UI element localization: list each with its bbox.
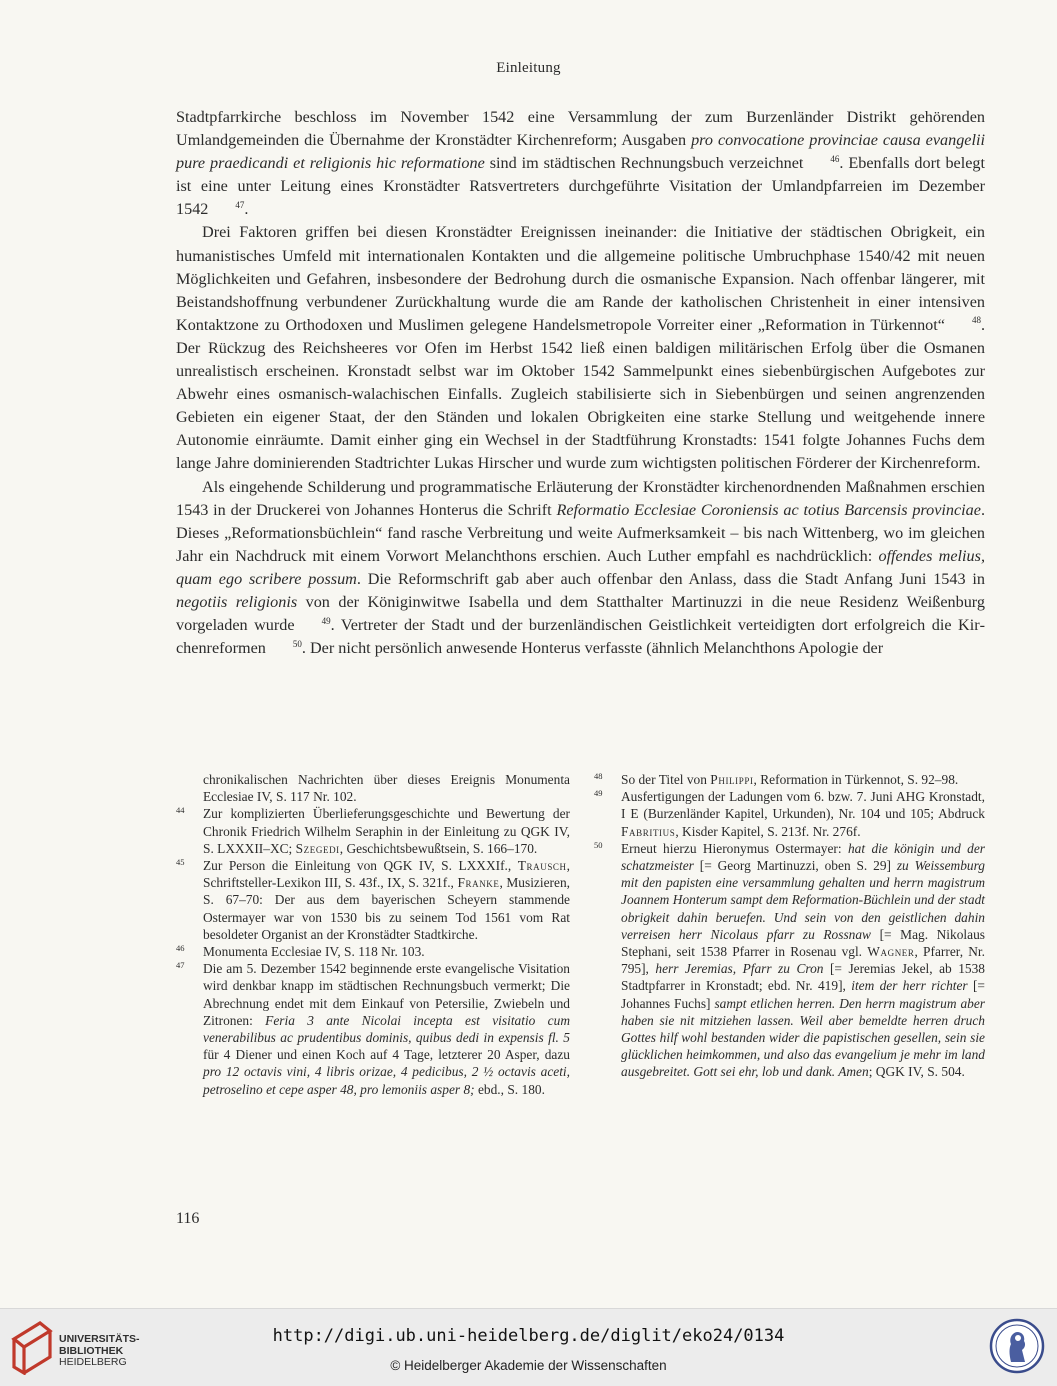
permalink-url[interactable]: http://digi.ub.uni-heidelberg.de/diglit/eko24/0134 (272, 1326, 785, 1346)
footnote-48: 48 So der Titel von Philippi, Reformation in Türkennot, S. 92–98. (594, 771, 985, 788)
page-number: 116 (176, 1210, 200, 1227)
footnote-ref-49[interactable]: 49 (321, 615, 331, 626)
copyright-notice: © Heidelberger Akademie der Wissenschaften (390, 1358, 667, 1373)
paragraph-3: Als eingehende Schilderung und programmatische Erläuterung der Kronstädter kirchenordnenden Maßnahmen erschien 1543 in der Druckerei von Johannes Honterus die Schrift Reformatio Ecclesiae Coroniensis ac totius Barcensis provinciae. Dieses „Reformationsbüchlein“ fand rasche Verbreitung und weite Aufmerksamkeit – bis nach Wittenberg, wo im gleichen Jahr ein Nachdruck mit einem Vorwort Melanchthons erschien. Auch Luther empfahl es nachdrücklich: offendes melius, quam ego scribere possum. Die Reformschrift gab aber auch offenbar den Anlass, dass die Stadt Anfang Juni 1543 in negotiis religionis von der Königinwitwe Isabella und dem Statthalter Martinuzzi in die neue Residenz Weißenburg vorgeladen wurde $^{49}$. Vertreter der Stadt und der burzenländischen Geistlichkeit verteidigten dort erfolgreich die Kirchenreformen $^{50}$. Der nicht persönlich anwesende Honterus verfasste (ähnlich Melanchthons Apologie der (176, 477, 986, 658)
footnote-ref-47[interactable]: 47 (235, 199, 245, 210)
footnote-number: 48 (594, 771, 603, 781)
footnote-ref-46[interactable]: 46 (830, 153, 840, 164)
footnote-ref-48[interactable]: 48 (971, 315, 981, 326)
footnote-45: 45 Zur Person die Einleitung von QGK IV, S. LXXXIf., Trausch, Schriftsteller-Lexikon III, S. 43f., IX, S. 321f., Franke, Musizieren, S. 67–70: Der aus dem bayerischen Scheyern stammende Ostermayer war von 1530 bis zu seinem Tod 1561 vom Rat besoldeter Organist an der Kronstädter Stadtkirche. (176, 857, 570, 943)
footnotes-right-column (594, 771, 985, 1081)
footnote-43-continued: chronikalischen Nachrichten über dieses Ereignis Monumenta Ecclesiae IV, S. 117 Nr. 102. (203, 772, 570, 805)
footnote-46: 46 Monumenta Ecclesiae IV, S. 118 Nr. 103. (176, 943, 570, 960)
footnotes-left-column (176, 771, 570, 1098)
paragraph-2: Drei Faktoren griffen bei diesen Kronstädter Ereignissen ineinander: die Initiative der städtischen Obrigkeit, ein humanistisches Umfeld mit internationalen Kontakten und die allgemeine politische Umbruchphase 1540/42 mit neuen Möglichkeiten und Gefahren, insbesondere der Bedrohung durch die osmanische Expansion. Nach offenbar längerer, mit Beistandshoffnung verbundener Zurückhaltung wurde die am Rande der katholischen Christenheit in einer intensiven Kontaktzone zu Orthodoxen und Muslimen gelegene Handelsmetropole Vorreiter einer „Reformation in Türkennot“ $^{48}$. Der Rückzug des Reichsheeres vor Ofen im Herbst 1542 ließ einen baldigen militärischen Erfolg über die Osmanen unrealistisch erscheinen. Kronstadt selbst war im Oktober 1542 Sammelpunkt eines siebenbürgischen Aufgebotes zur Abwehr eines osmanisch-walachischen Einfalls. Zugleich stabilisierte sich in Siebenbürgen und seinen angrenzenden Gebieten ein eigener Staat, der den Ständen und lokalen Obrigkeiten eine starke Stellung und weitgehende innere Autonomie einräumte. Damit einher ging ein Wechsel in der Stadtführung Kronstadts: 1541 folgte Johannes Fuchs dem lange Jahre dominierenden Stadtrichter Lukas Hirscher und wurde zum wichtigsten politischen Förderer der Kirchenreform. (176, 223, 985, 473)
footnote-number: 47 (176, 960, 185, 971)
viewer-footer (0, 1308, 1057, 1386)
footnote-number: 45 (176, 857, 185, 868)
footnote-50: 50 Erneut hierzu Hieronymus Ostermayer: hat die königin und der schatzmeister [= Georg Martinuzzi, oben S. 29] zu Weissemburg mit den papisten eine versammlung gehalten und herrn magistrum Joannem Honterum sampt dem Reformation-Büchlein und der stadt obrigkeit dahin beruefen. Und sein von den geistlichen dahin verreisen herr Nicolaus pfarr zu Rossnaw [= Mag. Nikolaus Stephani, seit 1538 Pfarrer in Rosenau vgl. Wagner, Pfarrer, Nr. 795], herr Jeremias, Pfarr zu Cron [= Jeremias Jekel, ab 1538 Stadtpfarrer in Kronstadt; ebd. Nr. 419], item der herr richter [= Johannes Fuchs] sampt etlichen herren. Den herrn magistrum aber haben sie nit mitziehen lassen. Weil aber bemeldte herren druch Gottes hilf wohl bestanden wider die papistischen gesellen, sein sie glücklichen heimkommen, und also das evangelium je mehr im land ausgebreitet. Gott sei ehr, lob und dank. Amen; QGK IV, S. 504. (594, 840, 985, 1081)
library-logo-text: UNIVERSITÄTS- BIBLIOTHEK HEIDELBERG (59, 1333, 140, 1368)
footnote-49: 49 Ausfertigungen der Ladungen vom 6. bzw. 7. Juni AHG Kronstadt, I E (Burzenländer Kapitel, Urkunden), Nr. 104 und 105; Abdruck Fabritius, Kisder Kapitel, S. 213f. Nr. 276f. (594, 788, 985, 840)
body-text (176, 106, 985, 660)
footnote-number: 49 (594, 788, 603, 799)
footnote-number: 44 (176, 805, 185, 816)
paragraph-1: Stadtpfarrkirche beschloss im November 1542 eine Versammlung der zum Burzenländer Distrikt gehörenden Umlandgemeinden die Übernahme der Kronstädter Kirchenreform; Ausgaben pro convocatione provinciae causa evangelii pure praedicandi et religionis hic reformatione sind im städtischen Rechnungsbuch verzeichnet $^{46}$. Ebenfalls dort belegt ist eine unter Leitung eines Kronstädter Ratsvertreters durchgeführte Visitation der Umlandpfarreien im Dezember 1542 $^{47}$. (176, 108, 985, 219)
footnote-44: 44 Zur komplizierten Überlieferungsgeschichte und Bewertung der Chronik Friedrich Wilhelm Seraphin in der Einleitung zu QGK IV, S. LXXXII–XC; Szegedi, Geschichtsbewußtsein, S. 166–170. (176, 805, 570, 857)
running-head: Einleitung (496, 60, 561, 76)
academy-seal-icon[interactable] (989, 1318, 1045, 1374)
footnote-47: 47 Die am 5. Dezember 1542 beginnende erste evangelische Visitation wird denkbar knapp im städtischen Rechnungsbuch vermerkt; Die Abrechnung endet mit dem Einkauf von Petersilie, Zwiebeln und Zitronen: Feria 3 ante Nicolai incepta est visitatio cum venerabilibus ac prudentibus dominis, quibus dedi in expensis fl. 5 für 4 Diener und einen Koch auf 4 Tage, letzterer 20 Asper, dazu pro 12 octavis vini, 4 libris orizae, 4 pedicibus, 2 ½ octavis aceti, petroselino et cepe asper 48, pro lemoniis asper 8; ebd., S. 180. (176, 960, 570, 1098)
footnote-number: 46 (176, 943, 185, 954)
footnote-number: 50 (594, 839, 603, 850)
footnote-ref-50[interactable]: 50 (292, 638, 302, 649)
